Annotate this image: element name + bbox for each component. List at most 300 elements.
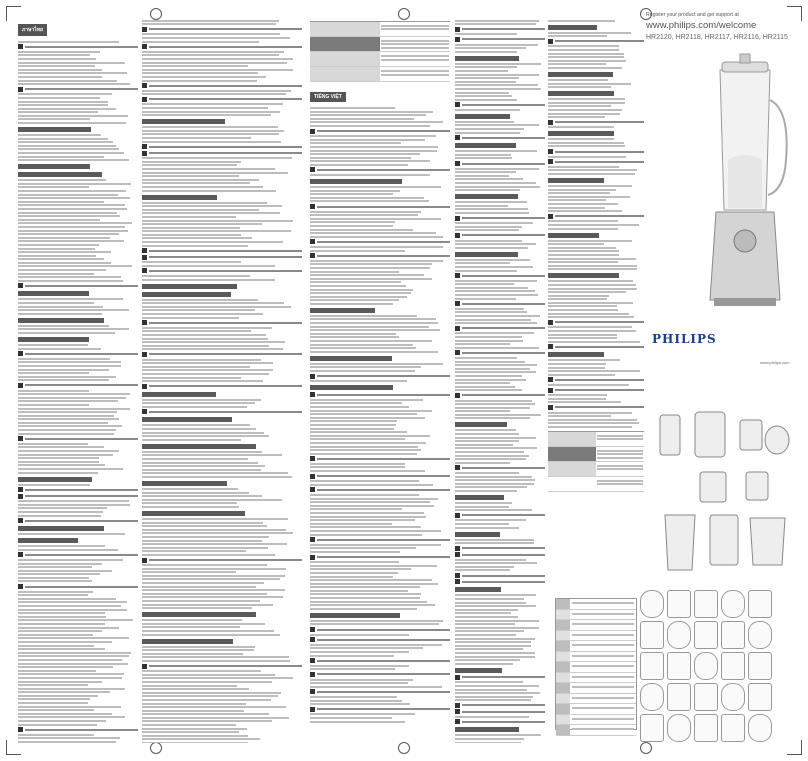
text-line — [548, 166, 619, 168]
table-row — [556, 652, 636, 663]
text-line — [310, 623, 439, 625]
text-line — [455, 692, 540, 694]
text-line — [142, 366, 250, 368]
text-line — [142, 568, 286, 570]
step-illustration — [694, 590, 718, 618]
text-line — [18, 280, 123, 282]
text-line — [455, 429, 516, 431]
text-line — [142, 710, 244, 712]
text-line — [455, 612, 511, 614]
numbered-step — [455, 552, 545, 557]
text-line — [548, 109, 622, 111]
step-illustration — [748, 683, 772, 711]
numbered-step — [310, 392, 450, 397]
text-line — [18, 240, 124, 242]
step-number-box — [455, 216, 460, 221]
text-line — [455, 685, 539, 687]
text-line — [310, 576, 393, 578]
text-line — [548, 32, 631, 34]
text-line — [310, 107, 395, 109]
text-line — [455, 663, 513, 665]
section-heading-bar — [455, 495, 504, 500]
text-line — [18, 464, 105, 466]
text-line — [18, 80, 117, 82]
step-number-box — [455, 703, 460, 708]
mill-icon — [765, 426, 789, 454]
text-line — [142, 492, 249, 494]
text-line — [310, 420, 397, 422]
step-illustration — [640, 652, 664, 680]
text-line — [310, 413, 417, 415]
text-line — [142, 209, 259, 211]
text-line — [310, 406, 409, 408]
step-number-box — [310, 627, 315, 632]
text-line — [18, 500, 129, 502]
text-line — [142, 607, 252, 609]
registration-mark — [398, 742, 410, 754]
text-line — [18, 302, 94, 304]
text-line — [18, 118, 90, 120]
text-line — [548, 363, 606, 365]
table-row — [556, 715, 636, 726]
text-line — [310, 200, 429, 202]
text-line — [548, 189, 616, 191]
text-line — [455, 444, 513, 446]
text-line — [548, 384, 629, 386]
text-line — [142, 72, 258, 74]
text-line — [455, 201, 527, 203]
text-line — [142, 309, 255, 311]
numbered-step — [310, 456, 450, 461]
numbered-step — [18, 44, 138, 49]
step-number-box — [455, 27, 460, 32]
text-line — [310, 315, 417, 317]
text-line — [142, 699, 271, 701]
step-number-box — [142, 83, 147, 88]
section-heading-bar — [455, 252, 518, 257]
text-line — [310, 299, 399, 301]
step-number-box — [18, 87, 23, 92]
text-line — [142, 582, 264, 584]
text-line — [455, 716, 529, 718]
text-line — [142, 237, 252, 239]
text-line — [455, 290, 535, 292]
text-line — [455, 652, 535, 654]
step-illustration — [667, 621, 691, 649]
text-line — [548, 60, 626, 62]
text-line — [142, 265, 275, 267]
step-illustration — [640, 621, 664, 649]
text-line — [18, 598, 116, 600]
text-line — [310, 214, 418, 216]
text-line — [310, 523, 392, 525]
step-number-box — [142, 144, 147, 149]
step-number-box — [455, 37, 460, 42]
text-line — [142, 186, 263, 188]
text-line — [455, 386, 515, 388]
vietnamese-column-3 — [548, 18, 644, 581]
text-line — [18, 415, 114, 417]
text-line — [18, 156, 104, 158]
text-line — [548, 268, 637, 270]
text-line — [455, 523, 509, 525]
text-line — [18, 244, 99, 246]
text-line — [455, 70, 508, 72]
text-line — [310, 111, 433, 113]
numbered-step — [142, 409, 302, 414]
blade-unit-icon — [700, 472, 726, 502]
numbered-step — [455, 573, 545, 578]
text-line — [142, 547, 268, 549]
text-line — [310, 186, 441, 188]
step-number-box — [142, 384, 147, 389]
numbered-step — [548, 39, 644, 44]
text-line — [18, 411, 117, 413]
text-line — [310, 164, 408, 166]
numbered-step — [548, 214, 644, 219]
text-line — [142, 279, 275, 281]
text-line — [455, 33, 517, 35]
text-line — [142, 54, 279, 56]
text-line — [455, 414, 541, 416]
text-line — [455, 81, 516, 83]
text-line — [548, 261, 618, 263]
text-line — [310, 620, 443, 622]
troubleshooting-table — [310, 21, 450, 82]
text-line — [18, 515, 101, 517]
text-line — [310, 561, 399, 563]
text-line — [18, 201, 104, 203]
text-line — [18, 186, 89, 188]
text-line — [18, 400, 118, 402]
table-row — [556, 631, 636, 642]
numbered-step — [18, 351, 138, 356]
text-line — [455, 361, 525, 363]
text-line — [18, 41, 119, 43]
text-line — [455, 222, 533, 224]
numbered-step — [18, 436, 138, 441]
text-line — [142, 261, 241, 263]
text-line — [310, 484, 433, 486]
text-line — [548, 334, 617, 336]
text-line — [142, 41, 259, 43]
text-line — [142, 677, 293, 679]
text-line — [310, 347, 416, 349]
text-line — [310, 221, 395, 223]
text-line — [18, 616, 106, 618]
registration-mark — [150, 742, 162, 754]
step-number-box — [142, 320, 147, 325]
text-line — [18, 262, 111, 264]
text-line — [548, 20, 615, 22]
text-line — [18, 237, 110, 239]
step-number-box — [310, 204, 315, 209]
text-line — [548, 291, 626, 293]
section-heading-bar — [142, 481, 227, 486]
text-line — [548, 98, 625, 100]
numbered-step — [548, 388, 644, 393]
text-line — [455, 476, 532, 478]
step-number-box — [18, 552, 23, 557]
thai-column-1 — [18, 18, 138, 743]
numbered-step — [455, 675, 545, 680]
text-line — [142, 37, 290, 39]
text-line — [18, 666, 113, 668]
text-line — [455, 212, 529, 214]
step-number-box — [455, 465, 460, 470]
step-number-box — [548, 320, 553, 325]
text-line — [142, 334, 266, 336]
text-line — [310, 717, 392, 719]
text-line — [18, 408, 130, 410]
text-line — [142, 451, 262, 453]
text-line — [455, 205, 508, 207]
step-number-box — [142, 558, 147, 563]
text-line — [18, 134, 101, 136]
text-line — [310, 544, 441, 546]
section-heading-bar — [18, 526, 104, 531]
text-line — [455, 620, 539, 622]
text-line — [455, 357, 517, 359]
text-line — [548, 67, 622, 69]
numbered-step — [455, 579, 545, 584]
text-line — [310, 197, 424, 199]
text-line — [142, 525, 267, 527]
text-line — [310, 150, 437, 152]
text-line — [142, 223, 262, 225]
text-line — [310, 336, 399, 338]
text-line — [142, 373, 269, 375]
text-line — [310, 260, 443, 262]
text-line — [18, 111, 98, 113]
numbered-step — [310, 487, 450, 492]
text-line — [455, 594, 536, 596]
step-number-box — [18, 351, 23, 356]
text-line — [142, 399, 261, 401]
text-line — [18, 159, 129, 161]
text-line — [18, 69, 102, 71]
section-heading-bar — [548, 273, 619, 278]
text-line — [548, 398, 606, 400]
text-line — [548, 415, 611, 417]
section-heading-bar — [142, 284, 237, 289]
text-line — [142, 58, 293, 60]
text-line — [142, 175, 239, 177]
text-line — [310, 665, 409, 667]
numbered-step — [455, 37, 545, 42]
text-line — [548, 169, 637, 171]
text-line — [142, 506, 239, 508]
text-line — [18, 623, 105, 625]
text-line — [310, 303, 393, 305]
text-line — [18, 507, 107, 509]
text-line — [455, 472, 519, 474]
text-line — [310, 679, 413, 681]
text-line — [310, 278, 432, 280]
text-line — [548, 224, 639, 226]
text-line — [18, 484, 90, 486]
text-line — [18, 269, 106, 271]
text-line — [18, 443, 88, 445]
text-line — [310, 534, 422, 536]
text-line — [455, 208, 528, 210]
parts-illustration — [650, 400, 800, 580]
step-number-box — [310, 672, 315, 677]
text-line — [18, 104, 108, 106]
text-line — [142, 554, 275, 556]
numbered-step — [455, 301, 545, 306]
text-line — [548, 247, 616, 249]
text-line — [18, 255, 96, 257]
jar-icon — [695, 412, 725, 457]
text-line — [548, 295, 609, 297]
text-line — [142, 630, 274, 632]
text-line — [142, 692, 281, 694]
section-heading-bar — [142, 119, 225, 124]
text-line — [142, 593, 267, 595]
step-illustration — [640, 714, 664, 742]
text-line — [18, 212, 117, 214]
text-line — [548, 412, 632, 414]
numbered-step — [455, 326, 545, 331]
step-number-box — [455, 393, 460, 398]
text-line — [142, 23, 276, 25]
step-number-box — [142, 352, 147, 357]
text-line — [18, 325, 109, 327]
numbered-step — [310, 374, 450, 379]
numbered-step — [142, 83, 302, 88]
text-line — [18, 577, 89, 579]
text-line — [455, 168, 539, 170]
text-line — [310, 153, 420, 155]
text-line — [310, 530, 441, 532]
text-line — [455, 157, 512, 159]
text-line — [142, 220, 293, 222]
text-line — [455, 364, 537, 366]
text-line — [142, 172, 288, 174]
text-line — [310, 721, 405, 723]
text-line — [142, 168, 275, 170]
step-illustration — [694, 652, 718, 680]
step-number-box — [310, 487, 315, 492]
text-line — [18, 433, 114, 435]
text-line — [142, 586, 256, 588]
text-line — [18, 472, 98, 474]
text-line — [18, 265, 132, 267]
section-heading-bar — [548, 91, 614, 96]
text-line — [455, 742, 521, 743]
text-line — [18, 83, 130, 85]
text-line — [142, 670, 261, 672]
text-line — [310, 572, 398, 574]
section-heading-bar — [18, 337, 89, 342]
section-heading-bar — [18, 164, 90, 169]
text-line — [310, 604, 435, 606]
text-line — [142, 114, 271, 116]
text-line — [142, 432, 264, 434]
text-line — [310, 218, 441, 220]
text-line — [310, 292, 411, 294]
text-line — [310, 435, 430, 437]
text-line — [142, 275, 250, 277]
section-heading-bar — [455, 143, 516, 148]
text-line — [18, 559, 123, 561]
numbered-step — [142, 44, 302, 49]
text-line — [18, 734, 94, 736]
processing-table — [555, 598, 637, 730]
text-line — [455, 88, 541, 90]
text-line — [548, 35, 607, 37]
text-line — [548, 142, 624, 144]
text-line — [548, 156, 626, 158]
text-line — [548, 359, 620, 361]
text-line — [142, 65, 248, 67]
text-line — [18, 429, 116, 431]
text-line — [310, 696, 397, 698]
numbered-step — [455, 350, 545, 355]
text-line — [548, 199, 606, 201]
text-line — [310, 651, 409, 653]
text-line — [18, 641, 112, 643]
text-line — [18, 194, 118, 196]
text-line — [455, 645, 531, 647]
text-line — [310, 344, 413, 346]
section-heading-bar — [142, 511, 245, 516]
text-line — [18, 215, 120, 217]
text-line — [310, 668, 395, 670]
text-line — [455, 734, 541, 736]
text-line — [18, 702, 88, 704]
text-line — [18, 72, 127, 74]
text-line — [455, 368, 530, 370]
text-line — [455, 389, 522, 391]
section-heading-bar — [455, 194, 518, 199]
text-line — [142, 724, 236, 726]
step-number-box — [310, 129, 315, 134]
text-line — [455, 699, 531, 701]
text-line — [310, 267, 430, 269]
text-line — [142, 469, 261, 471]
table-row — [556, 725, 636, 736]
text-line — [455, 433, 519, 435]
text-line — [142, 462, 258, 464]
step-illustration — [667, 590, 691, 618]
numbered-step — [310, 627, 450, 632]
text-line — [18, 425, 122, 427]
text-line — [142, 216, 236, 218]
step-number-box — [548, 344, 553, 349]
numbered-step — [18, 518, 138, 523]
step-illustration — [721, 590, 745, 618]
text-line — [18, 645, 94, 647]
text-line — [455, 63, 541, 65]
step-number-box — [548, 405, 553, 410]
text-line — [310, 399, 423, 401]
text-line — [142, 564, 267, 566]
text-line — [18, 183, 131, 185]
text-line — [455, 598, 524, 600]
text-line — [142, 317, 239, 319]
text-line — [18, 655, 129, 657]
philips-logo: PHILIPS — [652, 332, 717, 346]
text-line — [142, 435, 269, 437]
text-line — [142, 596, 283, 598]
text-line — [455, 308, 524, 310]
text-line — [142, 202, 267, 204]
text-line — [18, 504, 130, 506]
text-line — [310, 246, 443, 248]
step-number-box — [18, 283, 23, 288]
